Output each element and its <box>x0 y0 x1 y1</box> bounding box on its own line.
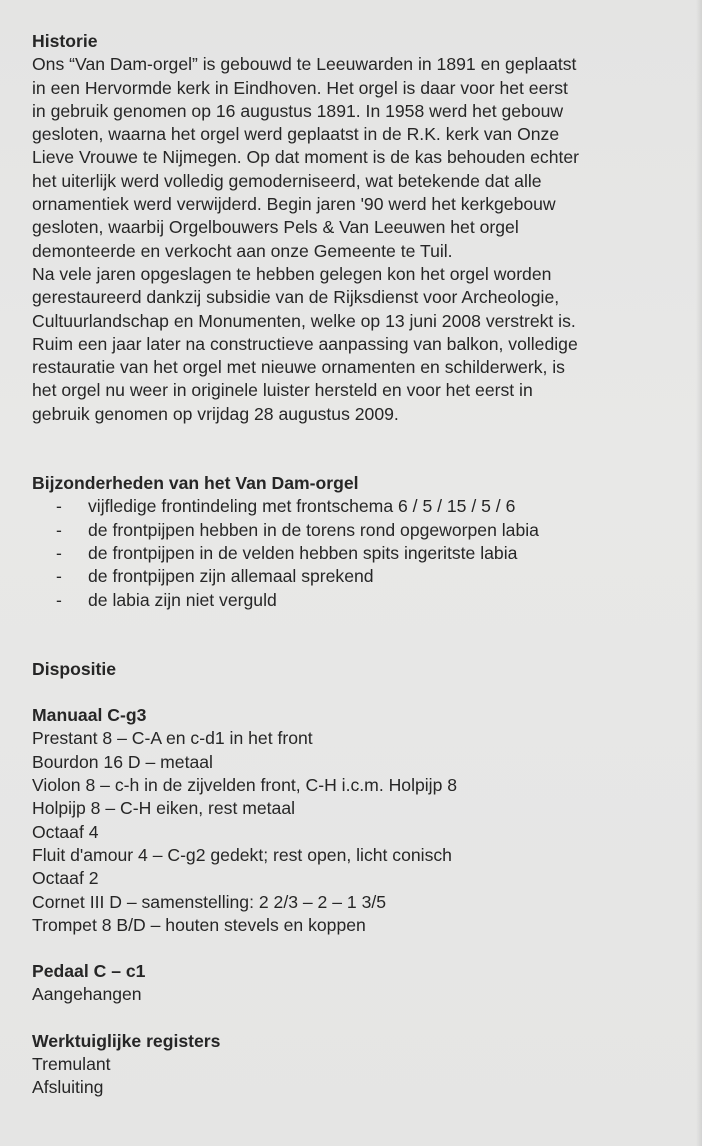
list-item <box>32 542 694 565</box>
dash-bullet: - <box>56 519 62 540</box>
list-item-text: de frontpijpen hebben in de torens rond opgeworpen labia <box>88 519 539 540</box>
werktuiglijke-section <box>32 1030 694 1100</box>
text-line: het uiterlijk werd volledig gemoderniseerd, wat betekende dat alle <box>32 170 542 191</box>
stop-item: Holpijp 8 – C-H eiken, rest metaal <box>32 798 296 819</box>
werktuiglijke-heading: Werktuiglijke registers <box>32 1030 221 1051</box>
list-item-text: de frontpijpen in de velden hebben spits ingeritste labia <box>88 542 518 563</box>
stop-item: Octaaf 4 <box>32 821 99 842</box>
text-line: Lieve Vrouwe te Nijmegen. Op dat moment is de kas behouden echter <box>32 147 580 168</box>
dash-bullet: - <box>56 542 62 563</box>
list-item-text: de labia zijn niet verguld <box>88 589 277 610</box>
text-line: gebruik genomen op vrijdag 28 augustus 2009. <box>32 403 399 424</box>
manuaal-heading: Manuaal C-g3 <box>32 705 147 726</box>
historie-paragraph <box>32 53 694 426</box>
text-line: ornamentiek werd verwijderd. Begin jaren '90 werd het kerkgebouw <box>32 194 556 215</box>
list-item <box>32 495 694 518</box>
text-line: het orgel nu weer in originele luister hersteld en voor het eerst in <box>32 380 533 401</box>
text-line: gerestaureerd dankzij subsidie van de Rijksdienst voor Archeologie, <box>32 287 560 308</box>
text-line: Ons “Van Dam-orgel” is gebouwd te Leeuwarden in 1891 en geplaatst <box>32 54 577 75</box>
spacer <box>32 937 694 960</box>
stop-item: Fluit d'amour 4 – C-g2 gedekt; rest open, licht conisch <box>32 844 452 865</box>
list-item-text: de frontpijpen zijn allemaal sprekend <box>88 566 374 587</box>
spacer <box>32 681 694 704</box>
list-item <box>32 565 694 588</box>
list-item <box>32 589 694 612</box>
pedaal-section <box>32 960 694 1007</box>
stop-item: Bourdon 16 D – metaal <box>32 751 213 772</box>
text-line: in gebruik genomen op 16 augustus 1891. In 1958 werd het gebouw <box>32 100 564 121</box>
bijzonderheden-heading: Bijzonderheden van het Van Dam-orgel <box>32 473 359 494</box>
spacer <box>32 1007 694 1030</box>
stop-item: Violon 8 – c-h in de zijvelden front, C-H i.c.m. Holpijp 8 <box>32 775 458 796</box>
text-line: demonteerde en verkocht aan onze Gemeente te Tuil. <box>32 240 453 261</box>
stop-item: Octaaf 2 <box>32 868 99 889</box>
historie-section <box>32 30 694 426</box>
stop-item: Prestant 8 – C-A en c-d1 in het front <box>32 728 313 749</box>
stop-item: Trompet 8 B/D – houten stevels en koppen <box>32 914 366 935</box>
text-line: in een Hervormde kerk in Eindhoven. Het orgel is daar voor het eerst <box>32 77 568 98</box>
pedaal-heading: Pedaal C – c1 <box>32 961 146 982</box>
stop-item: Tremulant <box>32 1053 111 1074</box>
text-line: Cultuurlandschap en Monumenten, welke op 13 juni 2008 verstrekt is. <box>32 310 576 331</box>
dispositie-section <box>32 658 694 681</box>
historie-heading: Historie <box>32 31 98 51</box>
dash-bullet: - <box>56 589 62 610</box>
text-line: Ruim een jaar later na constructieve aanpassing van balkon, volledige <box>32 333 578 354</box>
stop-item: Cornet III D – samenstelling: 2 2/3 – 2 – 1 3/5 <box>32 891 387 912</box>
text-line: gesloten, waarna het orgel werd geplaatst in de R.K. kerk van Onze <box>32 124 560 145</box>
dash-bullet: - <box>56 496 62 517</box>
manuaal-section <box>32 704 694 937</box>
document-content <box>32 30 694 1100</box>
stop-item: Aangehangen <box>32 984 142 1005</box>
dash-bullet: - <box>56 566 62 587</box>
list-item <box>32 519 694 542</box>
text-line: Na vele jaren opgeslagen te hebben gelegen kon het orgel worden <box>32 263 552 284</box>
stop-item: Afsluiting <box>32 1077 104 1098</box>
dispositie-heading: Dispositie <box>32 658 117 679</box>
page-edge-shadow <box>696 0 702 1146</box>
bijzonderheden-list <box>32 495 694 611</box>
spacer <box>32 426 694 472</box>
text-line: restauratie van het orgel met nieuwe ornamenten en schilderwerk, is <box>32 357 565 378</box>
spacer <box>32 612 694 658</box>
list-item-text: vijfledige frontindeling met frontschema 6 / 5 / 15 / 5 / 6 <box>88 496 516 517</box>
bijzonderheden-section <box>32 472 694 612</box>
text-line: gesloten, waarbij Orgelbouwers Pels & Van Leeuwen het orgel <box>32 217 519 238</box>
